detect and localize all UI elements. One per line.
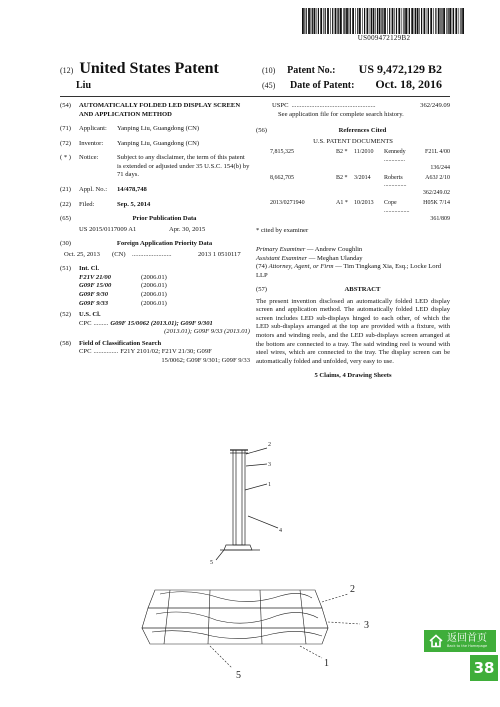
barcode-bar xyxy=(357,8,358,34)
barcode-bar xyxy=(323,8,324,34)
ref-date: 11/2010 xyxy=(354,149,374,156)
barcode-bar xyxy=(312,8,313,34)
search-cpc-value-cont: 15/0062; G09F 9/301; G09F 9/33 xyxy=(161,356,250,364)
inid-code: (74) xyxy=(256,263,267,271)
document-type: United States Patent xyxy=(79,60,219,77)
barcode-bar xyxy=(424,8,426,34)
patent-header-left xyxy=(60,60,219,78)
ref-class: F21L 4/00 xyxy=(425,149,450,156)
inid-code: (45) xyxy=(262,81,276,90)
reference-label: 4 xyxy=(279,528,282,534)
barcode-bar xyxy=(446,8,447,34)
priority-heading: Foreign Application Priority Data xyxy=(116,240,213,248)
priority-date: Oct. 25, 2013 xyxy=(64,250,100,258)
barcode-bar xyxy=(438,8,440,34)
barcode-bar xyxy=(460,8,461,34)
patent-number-label: Patent No.: xyxy=(287,65,336,76)
ref-number: 2013/0271940 xyxy=(270,200,305,207)
prior-publication-field xyxy=(60,215,250,224)
int-cl-row xyxy=(79,282,250,291)
applicant-field xyxy=(60,125,250,134)
uspc-label: USPC xyxy=(272,102,289,109)
bibliographic-column-left xyxy=(60,102,250,366)
inid-code: (12) xyxy=(60,66,74,75)
barcode-bar xyxy=(409,8,410,34)
barcode-bar xyxy=(384,8,386,34)
inid-code: (52) xyxy=(60,311,71,319)
barcode-bar xyxy=(389,8,390,34)
class-date: (2006.01) xyxy=(141,291,167,298)
inid-code: (57) xyxy=(256,286,267,294)
barcode-bar xyxy=(327,8,329,34)
ref-date: 3/2014 xyxy=(354,174,371,181)
header-divider xyxy=(60,96,450,97)
barcode-bar xyxy=(308,8,310,34)
reference-label: 5 xyxy=(210,560,213,566)
barcode-bar xyxy=(311,8,312,34)
application-number-field xyxy=(60,186,250,195)
barcode-bar xyxy=(430,8,432,34)
filed-field xyxy=(60,201,250,210)
attorney-label: Attorney, Agent, or Firm xyxy=(268,263,334,271)
ref-class-secondary: 136/244 xyxy=(430,164,450,171)
notice-label: Notice: xyxy=(79,154,99,162)
barcode-bar xyxy=(421,8,422,34)
cpc-value: G09F 15/0062 (2013.01); G09F 9/301 xyxy=(110,319,213,327)
publication-date: Apr. 30, 2015 xyxy=(169,225,206,233)
primary-examiner-label: Primary Examiner xyxy=(256,245,306,253)
barcode-bar xyxy=(355,8,356,34)
barcode-bar xyxy=(435,8,436,34)
reference-label: 3 xyxy=(364,620,369,631)
ref-name: Cope ................. xyxy=(384,200,410,214)
int-cl-row xyxy=(79,291,250,300)
inid-code: (56) xyxy=(256,127,267,135)
leader-dots: ............... xyxy=(93,348,119,356)
barcode-bar xyxy=(367,8,369,34)
barcode-bar xyxy=(330,8,331,34)
reference-item xyxy=(270,149,450,172)
abstract-heading-row xyxy=(256,286,450,295)
leader-dots: ........................ xyxy=(132,250,172,258)
notice-value: Subject to any disclaimer, the term of this patent is extended or adjusted under 35 U.S.C. 154(b) by 71 days. xyxy=(117,154,250,179)
patent-header-right xyxy=(262,62,442,92)
barcode-bar xyxy=(304,8,305,34)
screen-middle-panel xyxy=(142,608,328,628)
barcode-bar xyxy=(455,8,457,34)
bibliographic-column-right xyxy=(256,102,450,381)
barcode-bar xyxy=(448,8,449,34)
publication-number: US 2015/0117009 A1 xyxy=(79,225,137,233)
screen-top-panel xyxy=(148,590,322,608)
class-date: (2006.01) xyxy=(141,273,167,281)
barcode-bar xyxy=(379,8,381,34)
back-to-homepage-button[interactable] xyxy=(424,630,496,652)
applicant-label: Applicant: xyxy=(79,125,107,133)
barcode-bar xyxy=(320,8,322,34)
us-patent-documents-heading: U.S. PATENT DOCUMENTS xyxy=(313,137,393,145)
barcode-bar xyxy=(359,8,361,34)
application-number-label: Appl. No.: xyxy=(79,185,108,193)
reference-label: 2 xyxy=(268,442,271,448)
inventor-surname: Liu xyxy=(76,80,92,91)
reference-label: 5 xyxy=(236,670,241,681)
int-cl-list xyxy=(60,274,250,308)
attorney xyxy=(256,263,450,280)
inid-code: (30) xyxy=(60,240,71,248)
abstract-heading: ABSTRACT xyxy=(344,286,381,294)
inventor-value: Yanping Liu, Guangdong (CN) xyxy=(117,139,200,147)
barcode-bar xyxy=(325,8,326,34)
primary-examiner xyxy=(256,246,450,255)
cpc-value-cont: (2013.01); G09F 9/33 (2013.01) xyxy=(164,328,250,336)
references-heading-row xyxy=(256,127,450,136)
barcode-bar xyxy=(408,8,409,34)
barcode-bar xyxy=(452,8,453,34)
patent-drawing xyxy=(60,432,450,702)
int-cl-label: Int. Cl. xyxy=(79,265,99,273)
class-code: G09F 9/30 xyxy=(79,291,109,298)
barcode-bar xyxy=(316,8,317,34)
barcode-bar xyxy=(462,8,464,34)
primary-examiner-value: — Andrew Coughlin xyxy=(306,245,363,253)
reference-list xyxy=(256,149,450,223)
references-heading: References Cited xyxy=(338,127,387,135)
class-date: (2006.01) xyxy=(141,299,167,307)
inventor-label: Inventor: xyxy=(79,139,104,147)
ref-kind: B2 * xyxy=(336,149,348,156)
field-of-search xyxy=(60,340,250,349)
inid-code: (21) xyxy=(60,185,71,193)
title-field xyxy=(60,102,250,119)
barcode-bar xyxy=(377,8,378,34)
barcode-bar xyxy=(443,8,445,34)
invention-title: AUTOMATICALLY FOLDED LED DISPLAY SCREEN AND APPLICATION METHOD xyxy=(79,102,241,118)
ref-class-secondary: 361/809 xyxy=(430,215,450,222)
barcode-bar xyxy=(306,8,307,34)
cpc-label: CPC xyxy=(79,348,92,356)
barcode-bar xyxy=(403,8,404,34)
ref-class: H05K 7/14 xyxy=(423,200,450,207)
int-cl-row xyxy=(79,274,250,283)
inventor-field xyxy=(60,140,250,149)
barcode-bar xyxy=(419,8,420,34)
class-code: G09F 15/00 xyxy=(79,282,112,290)
reference-label: 3 xyxy=(268,462,271,468)
assistant-examiner xyxy=(256,255,450,264)
attorney-value: — Tim Tingkang Xia, Esq.; Locke Lord LLP xyxy=(256,263,442,279)
field-of-search-cpc xyxy=(60,348,250,365)
ref-name: Roberts ............... xyxy=(384,174,407,189)
reference-label: 1 xyxy=(268,482,271,488)
barcode-bar xyxy=(346,8,348,34)
int-cl-row xyxy=(79,300,250,309)
barcode-bar xyxy=(433,8,434,34)
ref-kind: A1 * xyxy=(336,200,348,207)
us-cl-label: U.S. Cl. xyxy=(79,311,101,319)
barcode-bar xyxy=(396,8,397,34)
barcode-bar xyxy=(371,8,372,34)
uspc-value: 362/249.09 xyxy=(420,102,450,109)
ref-class: A63J 2/10 xyxy=(425,174,450,181)
inid-code: (72) xyxy=(60,139,71,147)
barcode-bar xyxy=(318,8,319,34)
barcode-bar xyxy=(398,8,400,34)
barcode-bar xyxy=(411,8,413,34)
barcode-bar xyxy=(362,8,363,34)
us-cl-field xyxy=(60,311,250,320)
barcode-bar xyxy=(405,8,407,34)
int-cl-field xyxy=(60,265,250,274)
cpc-label: CPC xyxy=(79,319,92,327)
barcode-bar xyxy=(335,8,337,34)
search-history-note: See application file for complete search history. xyxy=(278,110,404,118)
barcode-bar xyxy=(314,8,316,34)
priority-row xyxy=(60,251,250,260)
prior-publication-heading: Prior Publication Data xyxy=(132,215,197,223)
barcode-bar xyxy=(373,8,375,34)
notice-field xyxy=(60,154,250,180)
field-of-search-label: Field of Classification Search xyxy=(79,339,162,347)
search-cpc-value: F21Y 2101/02; F21V 21/30; G09F xyxy=(120,348,212,356)
application-number: 14/478,748 xyxy=(117,185,147,193)
cited-by-examiner-note: * cited by examiner xyxy=(256,227,309,235)
prior-publication-row xyxy=(60,226,250,235)
barcode-bar xyxy=(344,8,345,34)
inid-code: (71) xyxy=(60,125,71,133)
ref-number: 7,815,325 xyxy=(270,149,294,156)
ref-date: 10/2013 xyxy=(354,200,374,207)
home-sublabel: Back to the Homepage xyxy=(447,644,488,648)
applicant-value: Yanping Liu, Guangdong (CN) xyxy=(117,125,200,133)
barcode-bar xyxy=(414,8,415,34)
uspc-row xyxy=(256,102,450,111)
inid-code: (22) xyxy=(60,200,71,208)
barcode-bar xyxy=(343,8,344,34)
barcode-bar xyxy=(417,8,419,34)
date-of-patent-label: Date of Patent: xyxy=(290,80,355,91)
class-code: G09F 9/33 xyxy=(79,299,109,307)
reference-label: 1 xyxy=(324,658,329,669)
inid-code: ( * ) xyxy=(60,154,71,162)
barcode-bar xyxy=(415,8,416,34)
filed-date: Sep. 5, 2014 xyxy=(117,200,151,208)
barcode-bar xyxy=(441,8,442,34)
reference-item xyxy=(270,200,450,223)
tray-shape xyxy=(224,545,252,550)
barcode-bar xyxy=(364,8,365,34)
reference-label: 2 xyxy=(350,584,355,595)
barcode-bar xyxy=(382,8,383,34)
assistant-examiner-value: — Meghan Ulanday xyxy=(308,254,363,262)
barcode-bar xyxy=(387,8,388,34)
barcode-bar xyxy=(392,8,394,34)
screen-panel-stack xyxy=(233,450,245,545)
class-code: F21V 21/00 xyxy=(79,273,111,281)
inid-code: (54) xyxy=(60,102,71,109)
inid-code: (65) xyxy=(60,215,71,223)
barcode-bar xyxy=(337,8,338,34)
home-label: 返回首页 xyxy=(447,633,487,644)
barcode-bar xyxy=(370,8,371,34)
date-of-patent: Oct. 18, 2016 xyxy=(375,77,442,91)
leader-dots: ................................................... xyxy=(291,102,376,109)
ref-kind: B2 * xyxy=(336,174,348,181)
priority-country: (CN) xyxy=(112,250,126,258)
barcode-bar xyxy=(381,8,382,34)
inid-code: (10) xyxy=(262,66,276,75)
barcode-bar xyxy=(352,8,354,34)
abstract-text: The present invention disclosed an automatically folded LED display screen and application method. The automatically folded LED display screen includes LED sub-displays hinged to each other, of which the LED sub-displays arranged at the top are provided with a fixture, with motors and winding reels, and the LED sub-displays screen arranged at the bottom are connected to a tray. The said winding reel is wound with steel wires, which are connected to the tray. The display screen can be automatically folded and unfolded, very easy to use. xyxy=(256,297,450,365)
class-date: (2006.01) xyxy=(141,282,167,290)
barcode-bar xyxy=(302,8,304,34)
ref-number: 8,662,705 xyxy=(270,174,294,181)
barcode-bar xyxy=(427,8,428,34)
ref-name: Kennedy .............. xyxy=(384,149,406,164)
claims-count: 5 Claims, 4 Drawing Sheets xyxy=(314,372,392,380)
patent-number: US 9,472,129 B2 xyxy=(358,62,442,76)
barcode xyxy=(302,8,466,34)
priority-number: 2013 1 0510117 xyxy=(198,250,241,258)
barcode-bar xyxy=(394,8,395,34)
inid-code: (58) xyxy=(60,339,71,347)
barcode-bar xyxy=(349,8,350,34)
barcode-bar xyxy=(440,8,441,34)
page-number-badge: 38 xyxy=(470,655,498,681)
barcode-number: US009472129B2 xyxy=(357,34,411,42)
barcode-bar xyxy=(338,8,339,34)
barcode-bar xyxy=(453,8,454,34)
filed-label: Filed: xyxy=(79,200,95,208)
assistant-examiner-label: Assistant Examiner xyxy=(256,254,308,262)
barcode-bar xyxy=(459,8,460,34)
us-cl-cpc xyxy=(60,320,250,337)
barcode-bar xyxy=(402,8,403,34)
leader-dots: ......... xyxy=(93,319,109,327)
ref-class-secondary: 362/249.02 xyxy=(422,190,450,197)
reference-item xyxy=(270,175,450,198)
barcode-bar xyxy=(449,8,451,34)
barcode-bar xyxy=(350,8,351,34)
barcode-bar xyxy=(332,8,333,34)
inid-code: (51) xyxy=(60,265,71,273)
barcode-bar xyxy=(375,8,376,34)
priority-field xyxy=(60,240,250,249)
home-icon xyxy=(428,633,444,649)
barcode-bar xyxy=(340,8,342,34)
barcode-bar xyxy=(428,8,429,34)
